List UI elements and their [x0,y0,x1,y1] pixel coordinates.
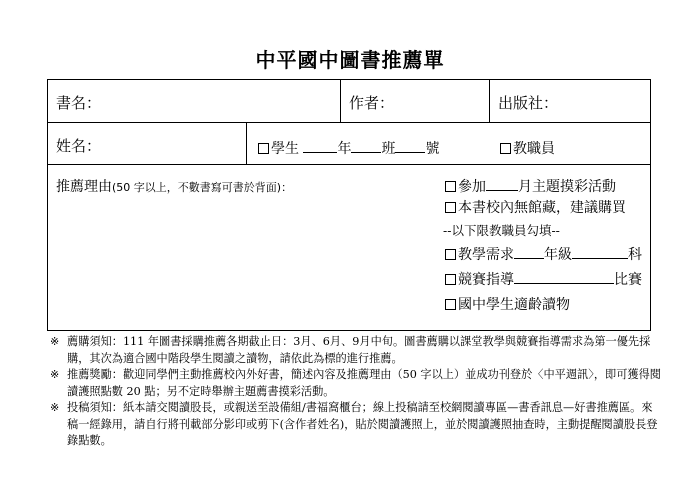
age-appropriate-checkbox[interactable] [445,299,456,310]
note-submission: ※ 投稿須知：紙本請交閱讀股長，或親送至設備組/書福窩櫃台；線上投稿請至校網閱讀專區—書香訊息—好書推薦區。來稿一經錄用，請自行將刊載部分影印或剪下(含作者姓名)，貼於閱讀護照上，並於閱讀護照抽查時，主動提醒閱讀股長登錄點數。 [50,401,658,447]
class-input[interactable] [351,140,381,153]
option-no-collection: 本書校內無館藏，建議購買 [445,197,626,217]
name-field[interactable]: 姓名： [56,137,102,155]
number-input[interactable] [395,140,425,153]
page-title: 中平國中圖書推薦單 [255,48,445,72]
option-age-appropriate: 國中學生適齡讀物 [445,294,570,314]
class-label: 班 [381,141,396,157]
form-divider [48,122,650,123]
option-competition: 競賽指導 比賽 [445,269,642,289]
reason-label: 推薦理由 [56,179,112,195]
competition-input[interactable] [514,271,614,284]
year-label: 年 [337,141,352,157]
competition-checkbox[interactable] [445,274,456,285]
staff-label: 教職員 [513,141,555,157]
staff-only-note: --以下限教職員勾填-- [443,223,560,238]
month-input[interactable] [486,178,518,191]
notes-section [50,334,662,450]
option-join-lottery: 參加 月主題摸彩活動 [445,176,616,196]
teaching-need-checkbox[interactable] [445,249,456,260]
recommendation-form [47,79,651,331]
join-lottery-checkbox[interactable] [445,181,456,192]
option-teaching-need: 教學需求 年級 科 [445,244,642,264]
staff-option [500,138,555,158]
form-divider [48,164,650,165]
form-divider [246,122,247,164]
number-label: 號 [425,141,440,157]
student-checkbox[interactable] [258,143,269,154]
publisher-field[interactable]: 出版社： [498,94,559,112]
grade-input[interactable] [514,246,544,259]
reason-hint: (50 字以上，不數書寫可書於背面)： [112,181,293,194]
staff-checkbox[interactable] [500,143,511,154]
student-info-row [258,138,439,158]
student-label: 學生 [271,141,299,157]
form-divider [489,80,490,123]
subject-input[interactable] [572,246,628,259]
note-purchase: ※ 薦購須知：111 年圖書採購推薦各期截止日：3月、6月、9月中旬。圖書薦購以課堂教學與競賽指導需求為第一優先採購，其次為適合國中階段學生閱讀之讀物，請依此為標的進行推薦。 [50,335,651,365]
author-field[interactable]: 作者： [349,94,395,112]
book-name-field[interactable]: 書名： [56,94,102,112]
no-collection-checkbox[interactable] [445,202,456,213]
reason-field[interactable] [56,176,292,196]
year-input[interactable] [303,140,337,153]
note-reward: ※ 推薦獎勵：歡迎同學們主動推薦校內外好書，簡述內容及推薦理由（50 字以上）並成功刊登於〈中平週訊〉，即可獲得閱讀護照點數 20 點；另不定時舉辦主題薦書摸彩活動。 [50,368,661,398]
form-divider [340,80,341,123]
